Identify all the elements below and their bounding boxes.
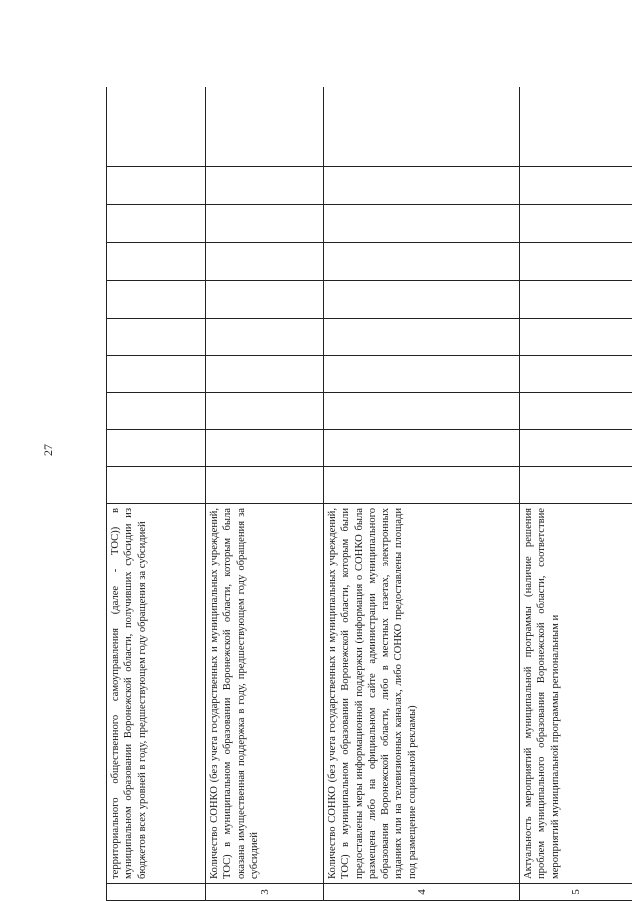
row-number: 5 — [520, 884, 633, 901]
table-cell — [107, 243, 206, 281]
table-cell — [206, 356, 324, 393]
table-cell — [107, 430, 206, 467]
table-row — [206, 87, 324, 901]
table-cell — [520, 281, 633, 319]
row-number: 3 — [206, 884, 324, 901]
table-cell — [520, 467, 633, 504]
table-cell — [107, 281, 206, 319]
table-cell — [324, 281, 520, 319]
table-row — [324, 87, 520, 901]
table-cell — [206, 467, 324, 504]
row-description: Количество СОНКО (без учета государственных и муниципальных учреждений, ТОС) в муниципальном образовании Воронежской области, которым были предоставлены меры информационной поддержки (информация о СОНКО была размещена либо на официальном сайте администрации муниципального образования Воронежской области, либо в местных газетах, электронных изданиях или на телевизионных каналах, либо СОНКО предоставлены площади под размещение социальной рекламы) — [324, 504, 520, 884]
table-cell — [520, 167, 633, 205]
table-cell — [107, 356, 206, 393]
table-cell — [324, 430, 520, 467]
table-cell — [520, 205, 633, 243]
table-cell — [206, 167, 324, 205]
table-cell — [324, 167, 520, 205]
criteria-table — [106, 87, 632, 901]
table-cell — [324, 87, 520, 167]
table-cell — [324, 393, 520, 430]
row-description: Количество СОНКО (без учета государственных и муниципальных учреждений, ТОС) в муниципальном образовании Воронежской области, которым была оказана имущественная поддержка в году, предшествующем году обращения за субсидией — [206, 504, 324, 884]
table-cell — [324, 356, 520, 393]
table-cell — [107, 205, 206, 243]
table-cell — [520, 356, 633, 393]
table-cell — [206, 281, 324, 319]
row-number: 4 — [324, 884, 520, 901]
table-cell — [107, 167, 206, 205]
table-cell — [520, 87, 633, 167]
table-cell — [324, 243, 520, 281]
table-row — [107, 87, 206, 901]
table-cell — [520, 430, 633, 467]
row-number — [107, 884, 206, 901]
table-cell — [107, 467, 206, 504]
table-cell — [107, 393, 206, 430]
table-cell — [206, 205, 324, 243]
table-cell — [520, 319, 633, 356]
table-row — [520, 87, 633, 901]
table-cell — [206, 319, 324, 356]
table-cell — [107, 319, 206, 356]
table-cell — [206, 87, 324, 167]
table-cell — [107, 87, 206, 167]
row-description: Актуальность мероприятий муниципальной программы (наличие решения проблем муниципального образования Воронежской области, соответствие мероприятий муниципальной программы региональным и — [520, 504, 633, 884]
table-viewport — [106, 87, 632, 901]
row-description: территориального общественного самоуправления (далее - ТОС)) в муниципальном образовании Воронежской области, получивших субсидии из бюджетов всех уровней в году, предшествующем году обращения за субсидией — [107, 504, 206, 884]
page-number: 27 — [41, 444, 55, 456]
table-cell — [324, 319, 520, 356]
table-cell — [520, 393, 633, 430]
table-cell — [324, 467, 520, 504]
table-cell — [324, 205, 520, 243]
table-cell — [206, 243, 324, 281]
table-cell — [520, 243, 633, 281]
table-cell — [206, 393, 324, 430]
table-cell — [206, 430, 324, 467]
rotated-table-container — [106, 87, 632, 901]
